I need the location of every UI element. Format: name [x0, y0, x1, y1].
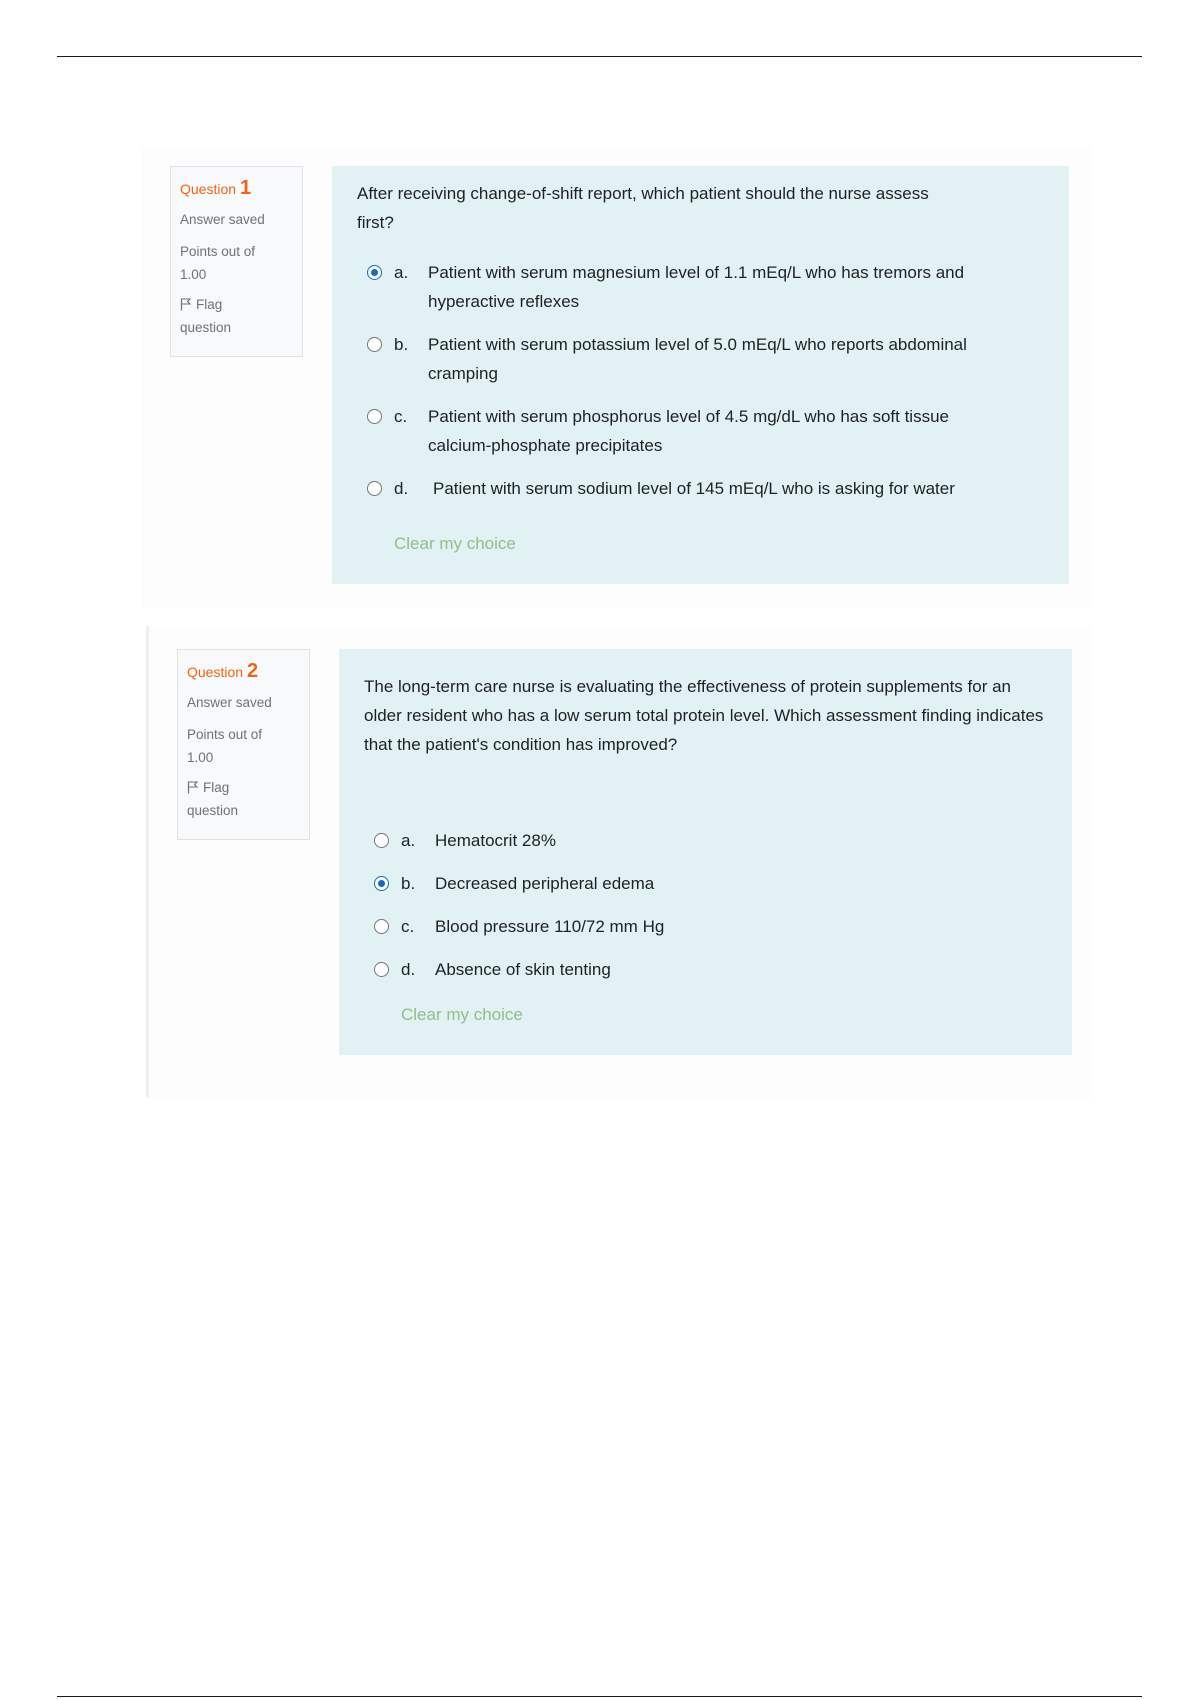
question-label: Question [180, 181, 237, 197]
question-text: After receiving change-of-shift report, which patient should the nurse assess first? [357, 184, 929, 232]
option-letter: d. [401, 960, 416, 979]
question-number-value: 1 [239, 177, 252, 199]
radio-button[interactable] [374, 962, 389, 977]
question-content [332, 166, 1069, 584]
option-letter: c. [394, 407, 408, 426]
question-2 [146, 626, 1093, 1098]
radio-button[interactable] [367, 481, 382, 496]
radio-button[interactable] [374, 833, 389, 848]
option-letter: a. [401, 831, 416, 850]
option-letter: d. [394, 479, 409, 498]
question-info [170, 166, 303, 357]
top-rule [57, 56, 1142, 57]
question-number [180, 177, 293, 200]
option-letter: c. [401, 917, 415, 936]
option-text: Patient with serum potassium level of 5.0 mEq/L who reports abdominal cramping [428, 335, 967, 383]
option-letter: b. [401, 874, 416, 893]
points-grade: Points out of 1.00 [187, 727, 263, 765]
option-text: Patient with serum magnesium level of 1.1 mEq/L who has tremors and hyperactive reflexes [428, 263, 965, 311]
option-text: Blood pressure 110/72 mm Hg [435, 917, 665, 936]
option-text: Hematocrit 28% [435, 831, 556, 850]
flag-label: Flag question [187, 780, 239, 818]
question-label: Question [187, 664, 244, 680]
flag-question-link[interactable] [180, 293, 260, 339]
option-text: Absence of skin tenting [435, 960, 611, 979]
flag-icon [180, 298, 192, 311]
radio-button[interactable] [367, 265, 382, 280]
question-number-value: 2 [246, 660, 259, 682]
clear-choice-link[interactable]: Clear my choice [394, 534, 516, 553]
question-1 [142, 146, 1092, 608]
question-text: The long-term care nurse is evaluating the effectiveness of protein supplements for an older resident who has a low serum total protein level. Which assessment finding indicates that the patient's condition has improved? [364, 677, 1044, 754]
option-text: Decreased peripheral edema [435, 874, 655, 893]
question-content [339, 649, 1072, 1055]
points-grade: Points out of 1.00 [180, 244, 256, 282]
option-letter: a. [394, 263, 409, 282]
option-letter: b. [394, 335, 409, 354]
radio-button[interactable] [374, 919, 389, 934]
answer-state: Answer saved [180, 212, 265, 227]
clear-choice-link[interactable]: Clear my choice [401, 1005, 523, 1024]
radio-button[interactable] [367, 337, 382, 352]
answer-state: Answer saved [187, 695, 272, 710]
bottom-rule [57, 1696, 1142, 1697]
radio-button[interactable] [367, 409, 382, 424]
flag-icon [187, 781, 199, 794]
question-number [187, 660, 300, 683]
option-text: Patient with serum sodium level of 145 mEq/L who is asking for water [433, 479, 955, 498]
radio-button[interactable] [374, 876, 389, 891]
flag-label: Flag question [180, 297, 232, 335]
option-text: Patient with serum phosphorus level of 4.5 mg/dL who has soft tissue calcium-phosphate precipitates [428, 407, 949, 455]
flag-question-link[interactable] [187, 776, 267, 822]
question-info [177, 649, 310, 840]
